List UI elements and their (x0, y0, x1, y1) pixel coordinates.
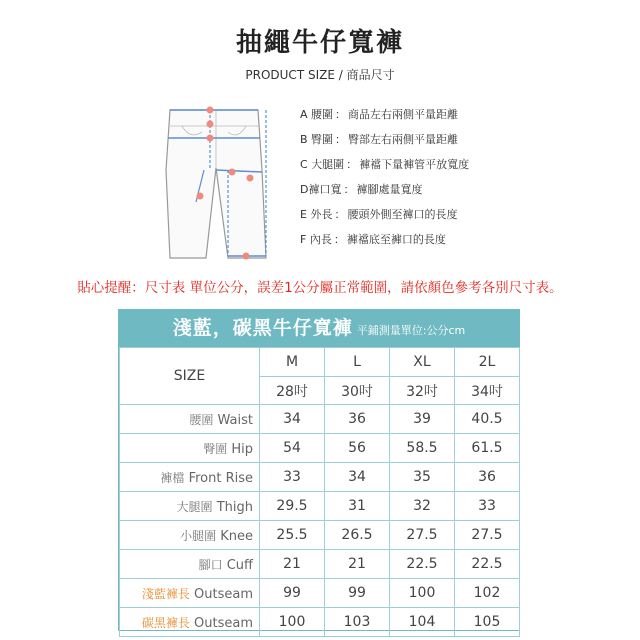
table-row (120, 492, 520, 521)
row-label: 小腿圍 Knee (120, 521, 260, 550)
value-cell: 56 (325, 434, 390, 463)
row-label: 臀圍 Hip (120, 434, 260, 463)
size-table (118, 309, 520, 631)
value-cell: 61.5 (455, 434, 520, 463)
value-cell: 35 (390, 463, 455, 492)
value-cell: 39 (390, 405, 455, 434)
table-row (120, 405, 520, 434)
size-cell: XL (390, 348, 455, 377)
size-table-header (119, 310, 519, 347)
value-cell: 33 (455, 492, 520, 521)
value-cell: 105 (455, 608, 520, 637)
value-cell: 31 (325, 492, 390, 521)
row-label: 大腿圍 Thigh (120, 492, 260, 521)
table-row (120, 579, 520, 608)
size-table-title: 淺藍，碳黑牛仔寬褲 (172, 317, 353, 339)
table-row (120, 550, 520, 579)
legend-item: C 大腿圍 ： 褲襠下量褲管平放寬度 (300, 158, 470, 171)
value-cell: 25.5 (260, 521, 325, 550)
size-cell: L (325, 348, 390, 377)
legend-item: E 外長 ： 腰頭外側至褲口的長度 (300, 208, 458, 221)
legend-item: A 腰圍 ： 商品左右兩側平量距離 (300, 108, 459, 121)
value-cell: 21 (260, 550, 325, 579)
reminder-note: 貼心提醒：尺寸表 單位公分，誤差1公分屬正常範圍，請依顏色參考各別尺寸表。 (77, 280, 563, 296)
table-row (120, 521, 520, 550)
value-cell: 103 (325, 608, 390, 637)
value-cell: 32 (390, 492, 455, 521)
inch-cell: 32吋 (390, 377, 455, 405)
table-row (120, 348, 520, 377)
pants-diagram-icon (162, 98, 270, 266)
value-cell: 26.5 (325, 521, 390, 550)
page-subtitle: PRODUCT SIZE / 商品尺寸 (245, 68, 395, 82)
row-label: 腰圍 Waist (120, 405, 260, 434)
inch-cell: 34吋 (455, 377, 520, 405)
value-cell: 21 (325, 550, 390, 579)
inch-cell: 28吋 (260, 377, 325, 405)
value-cell: 27.5 (390, 521, 455, 550)
legend-item: B 臀圍 ： 臀部左右兩側平量距離 (300, 133, 459, 146)
page-title: 抽繩牛仔寬褲 (235, 28, 404, 58)
value-cell: 104 (390, 608, 455, 637)
measurement-legend (300, 108, 469, 258)
value-cell: 99 (325, 579, 390, 608)
value-cell: 36 (455, 463, 520, 492)
value-cell: 54 (260, 434, 325, 463)
value-cell: 100 (390, 579, 455, 608)
value-cell: 36 (325, 405, 390, 434)
row-label: 腳口 Cuff (120, 550, 260, 579)
row-label: 碳黑褲長 Outseam (120, 608, 260, 637)
value-cell: 58.5 (390, 434, 455, 463)
value-cell: 29.5 (260, 492, 325, 521)
legend-item: F 內長 ： 褲襠底至褲口的長度 (300, 233, 446, 246)
value-cell: 34 (260, 405, 325, 434)
row-label: 淺藍褲長 Outseam (120, 579, 260, 608)
value-cell: 100 (260, 608, 325, 637)
size-grid (119, 347, 520, 637)
value-cell: 22.5 (390, 550, 455, 579)
size-cell: M (260, 348, 325, 377)
value-cell: 34 (325, 463, 390, 492)
value-cell: 27.5 (455, 521, 520, 550)
table-row (120, 463, 520, 492)
value-cell: 22.5 (455, 550, 520, 579)
inch-cell: 30吋 (325, 377, 390, 405)
legend-item: D褲口寬 ： 褲腳處量寬度 (300, 183, 423, 196)
size-cell: 2L (455, 348, 520, 377)
size-table-unit: 平鋪測量單位:公分cm (356, 324, 466, 337)
size-header-label: SIZE (120, 348, 260, 405)
value-cell: 33 (260, 463, 325, 492)
table-row (120, 608, 520, 637)
value-cell: 99 (260, 579, 325, 608)
value-cell: 40.5 (455, 405, 520, 434)
table-row (120, 434, 520, 463)
value-cell: 102 (455, 579, 520, 608)
row-label: 褲檔 Front Rise (120, 463, 260, 492)
